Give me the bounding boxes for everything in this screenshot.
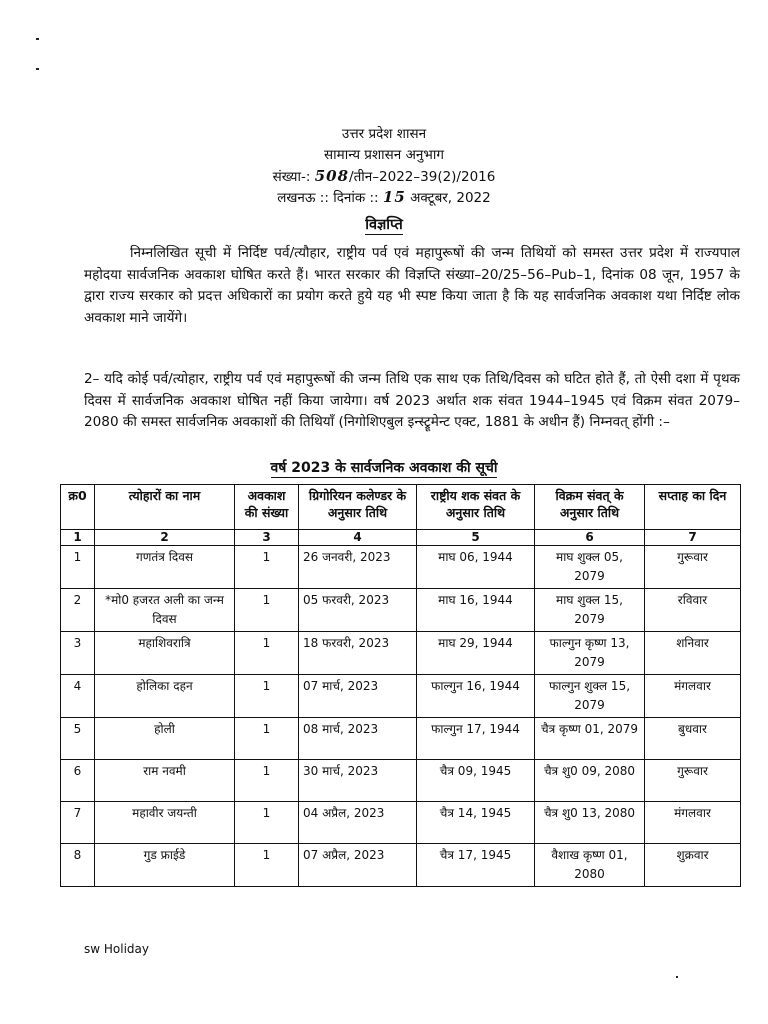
column-number: 5 xyxy=(417,530,535,546)
notice-title-text: विज्ञप्ति xyxy=(365,217,403,233)
cell-festival-name: *मो0 हजरत अली का जन्म दिवस xyxy=(95,589,235,632)
scan-mark xyxy=(676,976,678,978)
cell-festival-name: होलिका दहन xyxy=(95,675,235,718)
cell-vikram-date: चैत्र कृष्ण 01, 2079 xyxy=(535,718,645,760)
cell-vikram-date: फाल्गुन कृष्ण 13, 2079 xyxy=(535,632,645,675)
cell-shaka-date: चैत्र 14, 1945 xyxy=(417,802,535,844)
date-suffix: अक्टूबर, 2022 xyxy=(410,190,491,206)
column-number: 6 xyxy=(535,530,645,546)
cell-shaka-date: फाल्गुन 17, 1944 xyxy=(417,718,535,760)
holiday-table xyxy=(60,484,741,887)
header-festival-name: त्योहारों का नाम xyxy=(95,485,235,530)
cell-shaka-date: चैत्र 17, 1945 xyxy=(417,844,535,887)
cell-gregorian-date: 18 फरवरी, 2023 xyxy=(299,632,417,675)
department-title: सामान्य प्रशासन अनुभाग xyxy=(324,147,444,163)
cell-vikram-date: चैत्र शु0 09, 2080 xyxy=(535,760,645,802)
cell-shaka-date: माघ 06, 1944 xyxy=(417,546,535,589)
cell-vikram-date: माघ शुक्ल 05, 2079 xyxy=(535,546,645,589)
order-number-suffix: /तीन–2022–39(2)/2016 xyxy=(349,169,496,185)
table-row xyxy=(61,760,741,802)
cell-weekday: गुरूवार xyxy=(645,760,741,802)
footer-note: sw Holiday xyxy=(84,942,149,956)
header-holiday-count: अवकाश की संख्या xyxy=(235,485,299,530)
table-row xyxy=(61,802,741,844)
cell-gregorian-date: 30 मार्च, 2023 xyxy=(299,760,417,802)
cell-holiday-count: 1 xyxy=(235,760,299,802)
cell-shaka-date: माघ 16, 1944 xyxy=(417,589,535,632)
cell-sno: 5 xyxy=(61,718,95,760)
scan-mark xyxy=(36,38,39,40)
scan-mark xyxy=(36,68,39,70)
cell-sno: 8 xyxy=(61,844,95,887)
cell-shaka-date: फाल्गुन 16, 1944 xyxy=(417,675,535,718)
cell-holiday-count: 1 xyxy=(235,802,299,844)
cell-weekday: मंगलवार xyxy=(645,675,741,718)
date-handwritten: 15 xyxy=(382,188,406,206)
cell-sno: 6 xyxy=(61,760,95,802)
paragraph-1: निम्नलिखित सूची में निर्दिष्ट पर्व/त्यौहार, राष्ट्रीय पर्व एवं महापुरूषों की जन्म तिथियों को समस्त उत्तर प्रदेश में राज्यपाल महोदया सार्वजनिक अवकाश घोषित करते हैं। भारत सरकार की विज्ञप्ति संख्या–20/25–56–Pub–1, दिनांक 08 जून, 1957 के द्वारा राज्य सरकार को प्रदत्त अधिकारों का प्रयोग करते हुये यह भी स्पष्ट किया जाता है कि यह सार्वजनिक अवकाश यथा निर्दिष्ट लोक अवकाश माने जायेंगे। xyxy=(84,245,740,326)
column-number-row xyxy=(61,530,741,546)
cell-holiday-count: 1 xyxy=(235,675,299,718)
table-header-row xyxy=(61,485,741,530)
header-weekday: सप्ताह का दिन xyxy=(645,485,741,530)
table-row xyxy=(61,844,741,887)
notice-title xyxy=(0,214,768,234)
table-row xyxy=(61,675,741,718)
header-gregorian-date: ग्रिगोरियन कलेण्डर के अनुसार तिथि xyxy=(299,485,417,530)
cell-weekday: शुक्रवार xyxy=(645,844,741,887)
cell-holiday-count: 1 xyxy=(235,632,299,675)
order-number-handwritten: 508 xyxy=(314,167,350,185)
cell-gregorian-date: 07 अप्रैल, 2023 xyxy=(299,844,417,887)
cell-sno: 3 xyxy=(61,632,95,675)
table-row xyxy=(61,718,741,760)
table-row xyxy=(61,589,741,632)
column-number: 2 xyxy=(95,530,235,546)
table-row xyxy=(61,546,741,589)
cell-weekday: रविवार xyxy=(645,589,741,632)
cell-weekday: गुरूवार xyxy=(645,546,741,589)
cell-vikram-date: वैशाख कृष्ण 01, 2080 xyxy=(535,844,645,887)
cell-sno: 2 xyxy=(61,589,95,632)
table-caption xyxy=(0,458,768,477)
order-date xyxy=(0,187,768,208)
cell-vikram-date: फाल्गुन शुक्ल 15, 2079 xyxy=(535,675,645,718)
date-prefix: लखनऊ :: दिनांक :: xyxy=(277,190,379,206)
cell-weekday: बुधवार xyxy=(645,718,741,760)
cell-festival-name: गणतंत्र दिवस xyxy=(95,546,235,589)
cell-weekday: मंगलवार xyxy=(645,802,741,844)
cell-sno: 7 xyxy=(61,802,95,844)
header-vikram-date: विक्रम संवत् के अनुसार तिथि xyxy=(535,485,645,530)
cell-gregorian-date: 08 मार्च, 2023 xyxy=(299,718,417,760)
cell-weekday: शनिवार xyxy=(645,632,741,675)
cell-festival-name: महावीर जयन्ती xyxy=(95,802,235,844)
cell-shaka-date: चैत्र 09, 1945 xyxy=(417,760,535,802)
cell-gregorian-date: 07 मार्च, 2023 xyxy=(299,675,417,718)
cell-shaka-date: माघ 29, 1944 xyxy=(417,632,535,675)
cell-vikram-date: माघ शुक्ल 15, 2079 xyxy=(535,589,645,632)
cell-festival-name: राम नवमी xyxy=(95,760,235,802)
cell-gregorian-date: 05 फरवरी, 2023 xyxy=(299,589,417,632)
column-number: 7 xyxy=(645,530,741,546)
cell-sno: 4 xyxy=(61,675,95,718)
table-caption-text: वर्ष 2023 के सार्वजनिक अवकाश की सूची xyxy=(270,460,498,476)
cell-holiday-count: 1 xyxy=(235,844,299,887)
header-shaka-date: राष्ट्रीय शक संवत के अनुसार तिथि xyxy=(417,485,535,530)
govt-title: उत्तर प्रदेश शासन xyxy=(341,126,427,142)
cell-festival-name: महाशिवरात्रि xyxy=(95,632,235,675)
paragraph-2: 2– यदि कोई पर्व/त्योहार, राष्ट्रीय पर्व एवं महापुरूषों की जन्म तिथि एक साथ एक तिथि/दिवस को घटित होते हैं, तो ऐसी दशा में पृथक दिवस में सार्वजनिक अवकाश घोषित नहीं किया जायेगा। वर्ष 2023 अर्थात शक संवत 1944–1945 एवं विक्रम संवत 2079–2080 की समस्त सार्वजनिक अवकाशों की तिथियाँ (निगोशिएबुल इन्स्ट्रूमेन्ट एक्ट, 1881 के अधीन हैं) निम्नवत् होंगी :– xyxy=(84,371,740,430)
cell-holiday-count: 1 xyxy=(235,718,299,760)
cell-festival-name: होली xyxy=(95,718,235,760)
order-number-prefix: संख्या-: xyxy=(272,169,311,185)
cell-vikram-date: चैत्र शु0 13, 2080 xyxy=(535,802,645,844)
column-number: 3 xyxy=(235,530,299,546)
cell-holiday-count: 1 xyxy=(235,589,299,632)
table-row xyxy=(61,632,741,675)
cell-sno: 1 xyxy=(61,546,95,589)
cell-gregorian-date: 04 अप्रैल, 2023 xyxy=(299,802,417,844)
cell-holiday-count: 1 xyxy=(235,546,299,589)
order-number xyxy=(0,166,768,187)
header-sno: क्र0 xyxy=(61,485,95,530)
column-number: 1 xyxy=(61,530,95,546)
column-number: 4 xyxy=(299,530,417,546)
cell-festival-name: गुड फ्राईडे xyxy=(95,844,235,887)
cell-gregorian-date: 26 जनवरी, 2023 xyxy=(299,546,417,589)
